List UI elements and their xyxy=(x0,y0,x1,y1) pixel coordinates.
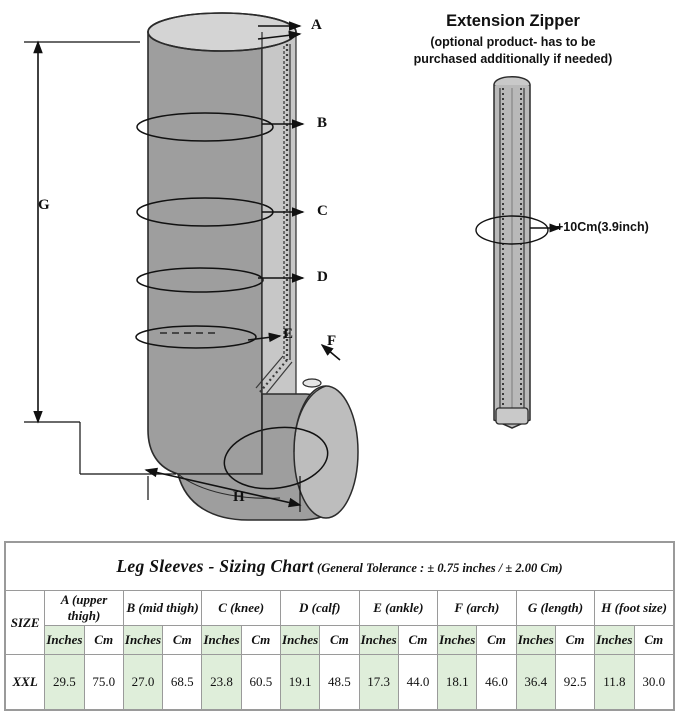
cell-e-cm: 44.0 xyxy=(398,655,437,710)
table-unit-header-row xyxy=(6,626,674,655)
chart-title: Leg Sleeves - Sizing Chart xyxy=(116,556,314,577)
cell-c-inches: 23.8 xyxy=(202,655,241,710)
cell-e-inches: 17.3 xyxy=(359,655,398,710)
cell-c-cm: 60.5 xyxy=(241,655,280,710)
cell-b-inches: 27.0 xyxy=(123,655,162,710)
cell-g-cm: 92.5 xyxy=(555,655,594,710)
extension-zipper-subtitle-line1: (optional product- has to be xyxy=(430,35,596,49)
label-C: C xyxy=(317,203,328,219)
group-header-c: C (knee) xyxy=(202,591,281,626)
size-header: SIZE xyxy=(6,591,45,655)
extension-zipper-measurement: +10Cm(3.9inch) xyxy=(556,220,649,234)
unit-header-f-cm: Cm xyxy=(477,626,516,655)
unit-header-f-inches: Inches xyxy=(438,626,477,655)
unit-header-d-cm: Cm xyxy=(320,626,359,655)
label-E: E xyxy=(283,326,294,342)
label-B: B xyxy=(317,115,328,131)
cell-h-inches: 11.8 xyxy=(595,655,634,710)
extension-zipper-title: Extension Zipper xyxy=(446,12,580,30)
cell-a-inches: 29.5 xyxy=(45,655,84,710)
table-row xyxy=(6,655,674,710)
cell-a-cm: 75.0 xyxy=(84,655,123,710)
table-title-cell xyxy=(6,543,674,591)
unit-header-a-inches: Inches xyxy=(45,626,84,655)
cell-f-inches: 18.1 xyxy=(438,655,477,710)
extension-zipper-subtitle-line2: purchased additionally if needed) xyxy=(413,52,613,66)
unit-header-h-inches: Inches xyxy=(595,626,634,655)
group-header-e: E (ankle) xyxy=(359,591,438,626)
group-header-h: H (foot size) xyxy=(595,591,674,626)
unit-header-c-cm: Cm xyxy=(241,626,280,655)
label-F: F xyxy=(327,333,337,349)
table-group-header-row xyxy=(6,591,674,626)
unit-header-b-cm: Cm xyxy=(163,626,202,655)
group-header-a: A (upper thigh) xyxy=(45,591,124,626)
group-header-f: F (arch) xyxy=(438,591,517,626)
unit-header-h-cm: Cm xyxy=(634,626,674,655)
table-title-row xyxy=(6,543,674,591)
cell-d-cm: 48.5 xyxy=(320,655,359,710)
cell-f-cm: 46.0 xyxy=(477,655,516,710)
unit-header-e-inches: Inches xyxy=(359,626,398,655)
label-D: D xyxy=(317,269,328,285)
group-header-g: G (length) xyxy=(516,591,595,626)
group-header-d: D (calf) xyxy=(280,591,359,626)
unit-header-d-inches: Inches xyxy=(280,626,319,655)
unit-header-c-inches: Inches xyxy=(202,626,241,655)
sizing-table xyxy=(5,542,674,710)
row-size-label: XXL xyxy=(6,655,45,710)
sizing-chart-table xyxy=(4,541,675,711)
chart-tolerance: (General Tolerance : ± 0.75 inches / ± 2.00 Cm) xyxy=(317,561,563,576)
label-G: G xyxy=(38,197,50,213)
unit-header-g-inches: Inches xyxy=(516,626,555,655)
cell-g-inches: 36.4 xyxy=(516,655,555,710)
label-A: A xyxy=(311,17,322,33)
cell-b-cm: 68.5 xyxy=(163,655,202,710)
unit-header-a-cm: Cm xyxy=(84,626,123,655)
unit-header-e-cm: Cm xyxy=(398,626,437,655)
label-H: H xyxy=(233,489,245,505)
group-header-b: B (mid thigh) xyxy=(123,591,202,626)
cell-h-cm: 30.0 xyxy=(634,655,674,710)
cell-d-inches: 19.1 xyxy=(280,655,319,710)
unit-header-g-cm: Cm xyxy=(555,626,594,655)
unit-header-b-inches: Inches xyxy=(123,626,162,655)
